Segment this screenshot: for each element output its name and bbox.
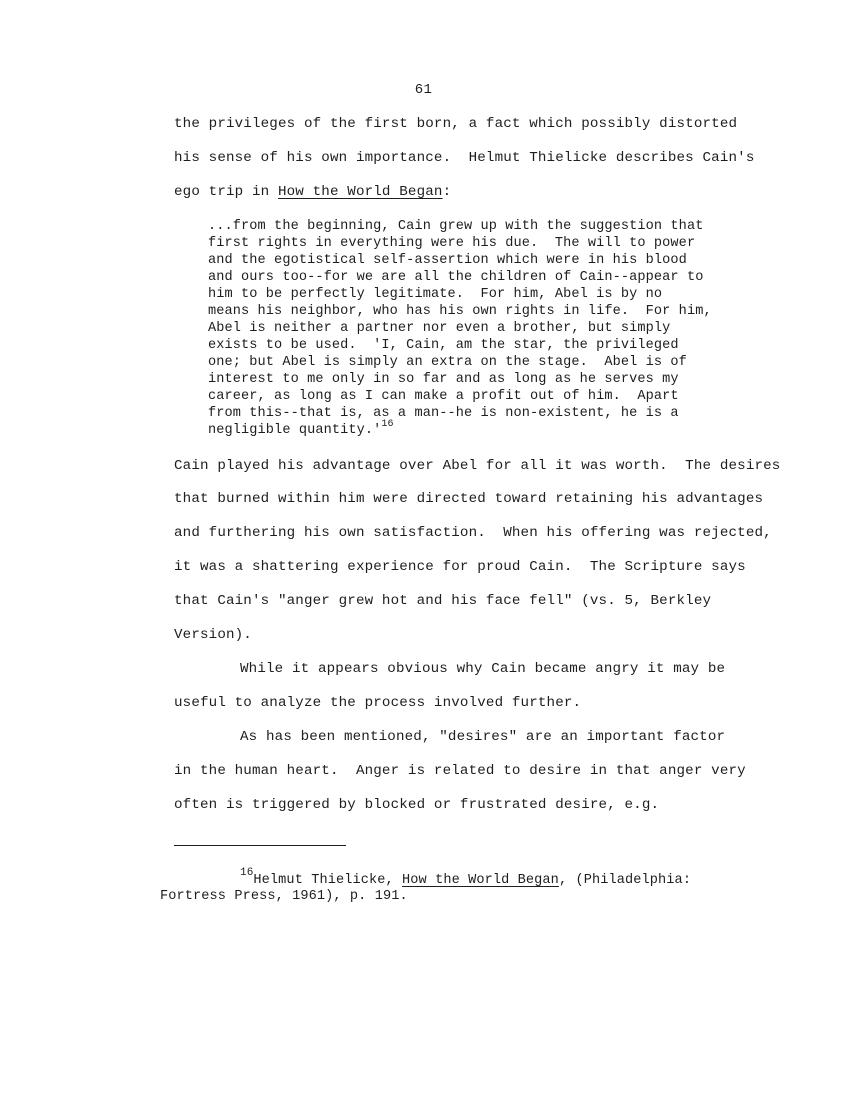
body-line: and furthering his own satisfaction. When his offering was rejected, bbox=[174, 525, 772, 541]
footnote-line bbox=[240, 867, 692, 888]
body-line: it was a shattering experience for proud Cain. The Scripture says bbox=[174, 559, 746, 575]
quote-line-last bbox=[208, 419, 394, 438]
page-number: 61 bbox=[414, 82, 433, 98]
quote-line: ...from the beginning, Cain grew up with the suggestion that bbox=[208, 219, 704, 234]
footnote-book-title: How the World Began bbox=[402, 873, 559, 888]
text-segment: ego trip in bbox=[174, 184, 278, 200]
footnote-author: Helmut Thielicke, bbox=[253, 873, 403, 888]
body-line: While it appears obvious why Cain became angry it may be bbox=[240, 661, 726, 677]
body-line: that Cain's "anger grew hot and his face fell" (vs. 5, Berkley bbox=[174, 593, 712, 609]
body-line: Version). bbox=[174, 627, 252, 643]
body-line: the privileges of the first born, a fact which possibly distorted bbox=[174, 116, 738, 132]
text-segment: : bbox=[442, 184, 452, 200]
quote-line: one; but Abel is simply an extra on the stage. Abel is of bbox=[208, 355, 687, 370]
body-line: his sense of his own importance. Helmut Thielicke describes Cain's bbox=[174, 150, 755, 166]
body-line-with-title bbox=[174, 184, 451, 200]
quote-line: career, as long as I can make a profit out of him. Apart bbox=[208, 389, 679, 404]
book-title: How the World Began bbox=[277, 184, 443, 200]
body-line: often is triggered by blocked or frustrated desire, e.g. bbox=[174, 797, 660, 813]
quote-line: first rights in everything were his due. The will to power bbox=[208, 236, 696, 251]
quote-line: from this--that is, as a man--he is non-existent, he is a bbox=[208, 406, 679, 421]
quote-line: Abel is neither a partner nor even a brother, but simply bbox=[208, 321, 671, 336]
body-line: useful to analyze the process involved further. bbox=[174, 695, 582, 711]
body-line: in the human heart. Anger is related to desire in that anger very bbox=[174, 763, 746, 779]
body-line: Cain played his advantage over Abel for all it was worth. The desires bbox=[174, 458, 781, 474]
quote-line: and the egotistical self-assertion which were in his blood bbox=[208, 253, 687, 268]
body-line: that burned within him were directed toward retaining his advantages bbox=[174, 491, 764, 507]
quote-line: interest to me only in so far and as long as he serves my bbox=[208, 372, 679, 387]
quote-line: means his neighbor, who has his own rights in life. For him, bbox=[208, 304, 712, 319]
quote-line: exists to be used. 'I, Cain, am the star, the privileged bbox=[208, 338, 679, 353]
quote-text: negligible quantity.' bbox=[208, 423, 382, 438]
body-line: As has been mentioned, "desires" are an important factor bbox=[240, 729, 726, 745]
footnote-divider bbox=[174, 845, 346, 846]
quote-line: him to be perfectly legitimate. For him, Abel is by no bbox=[208, 287, 663, 302]
footnote-publisher: , (Philadelphia: bbox=[558, 873, 692, 888]
quote-line: and ours too--for we are all the children of Cain--appear to bbox=[208, 270, 704, 285]
footnote-line: Fortress Press, 1961), p. 191. bbox=[160, 889, 408, 904]
footnote-number: 16 bbox=[240, 867, 254, 879]
footnote-reference: 16 bbox=[381, 419, 394, 430]
